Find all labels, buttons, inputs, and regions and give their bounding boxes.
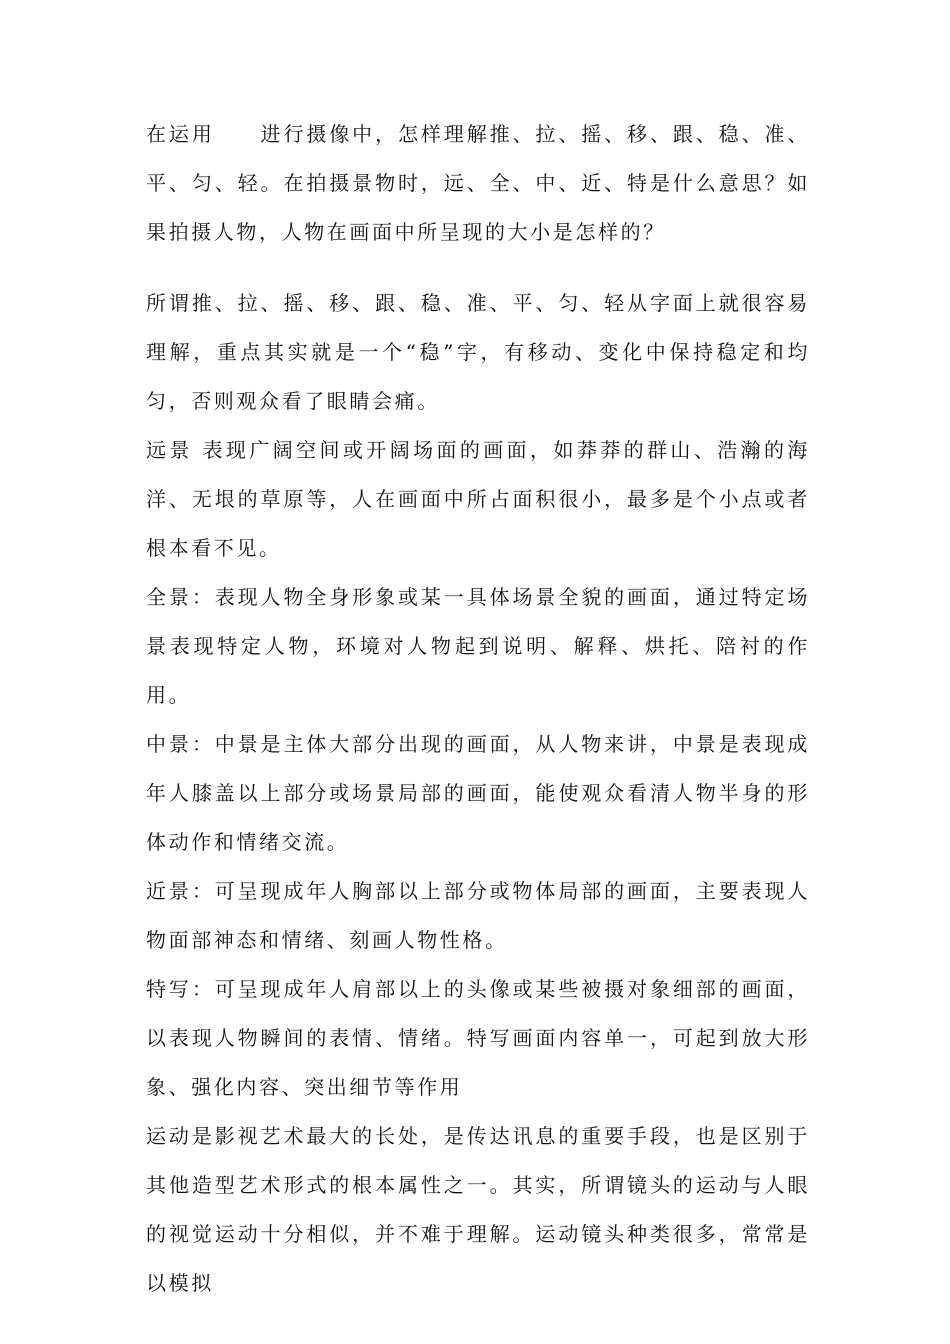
motion-paragraph: 运动是影视艺术最大的长处，是传达讯息的重要手段，也是区别于其他造型艺术形式的根本属性之一。其实，所谓镜头的运动与人眼的视觉运动十分相似，并不难于理解。运动镜头种类很多，常常是以模拟 [146,1124,810,1295]
long-shot-paragraph: 远景 表现广阔空间或开阔场面的画面，如莽莽的群山、浩瀚的海洋、无垠的草原等，人在画面中所占面积很小，最多是个小点或者根本看不见。 [146,438,810,560]
close-up-paragraph: 特写：可呈现成年人肩部以上的头像或某些被摄对象细部的画面，以表现人物瞬间的表情、情绪。特写画面内容单一，可起到放大形象、强化内容、突出细节等作用 [146,977,810,1099]
document-page [146,110,810,1308]
medium-shot-paragraph: 中景：中景是主体大部分出现的画面，从人物来讲，中景是表现成年人膝盖以上部分或场景局部的画面，能使观众看清人物半身的形体动作和情绪交流。 [146,732,810,854]
answer-paragraph: 所谓推、拉、摇、移、跟、稳、准、平、匀、轻从字面上就很容易理解，重点其实就是一个“稳”字，有移动、变化中保持稳定和均匀，否则观众看了眼睛会痛。 [146,291,810,413]
full-shot-paragraph: 全景：表现人物全身形象或某一具体场景全貌的画面，通过特定场景表现特定人物，环境对人物起到说明、解释、烘托、陪衬的作用。 [146,585,810,707]
close-shot-paragraph: 近景：可呈现成年人胸部以上部分或物体局部的画面，主要表现人物面部神态和情绪、刻画人物性格。 [146,879,810,952]
question-paragraph: 在运用 进行摄像中，怎样理解推、拉、摇、移、跟、稳、准、平、匀、轻。在拍摄景物时，远、全、中、近、特是什么意思？如果拍摄人物，人物在画面中所呈现的大小是怎样的？ [146,122,810,244]
